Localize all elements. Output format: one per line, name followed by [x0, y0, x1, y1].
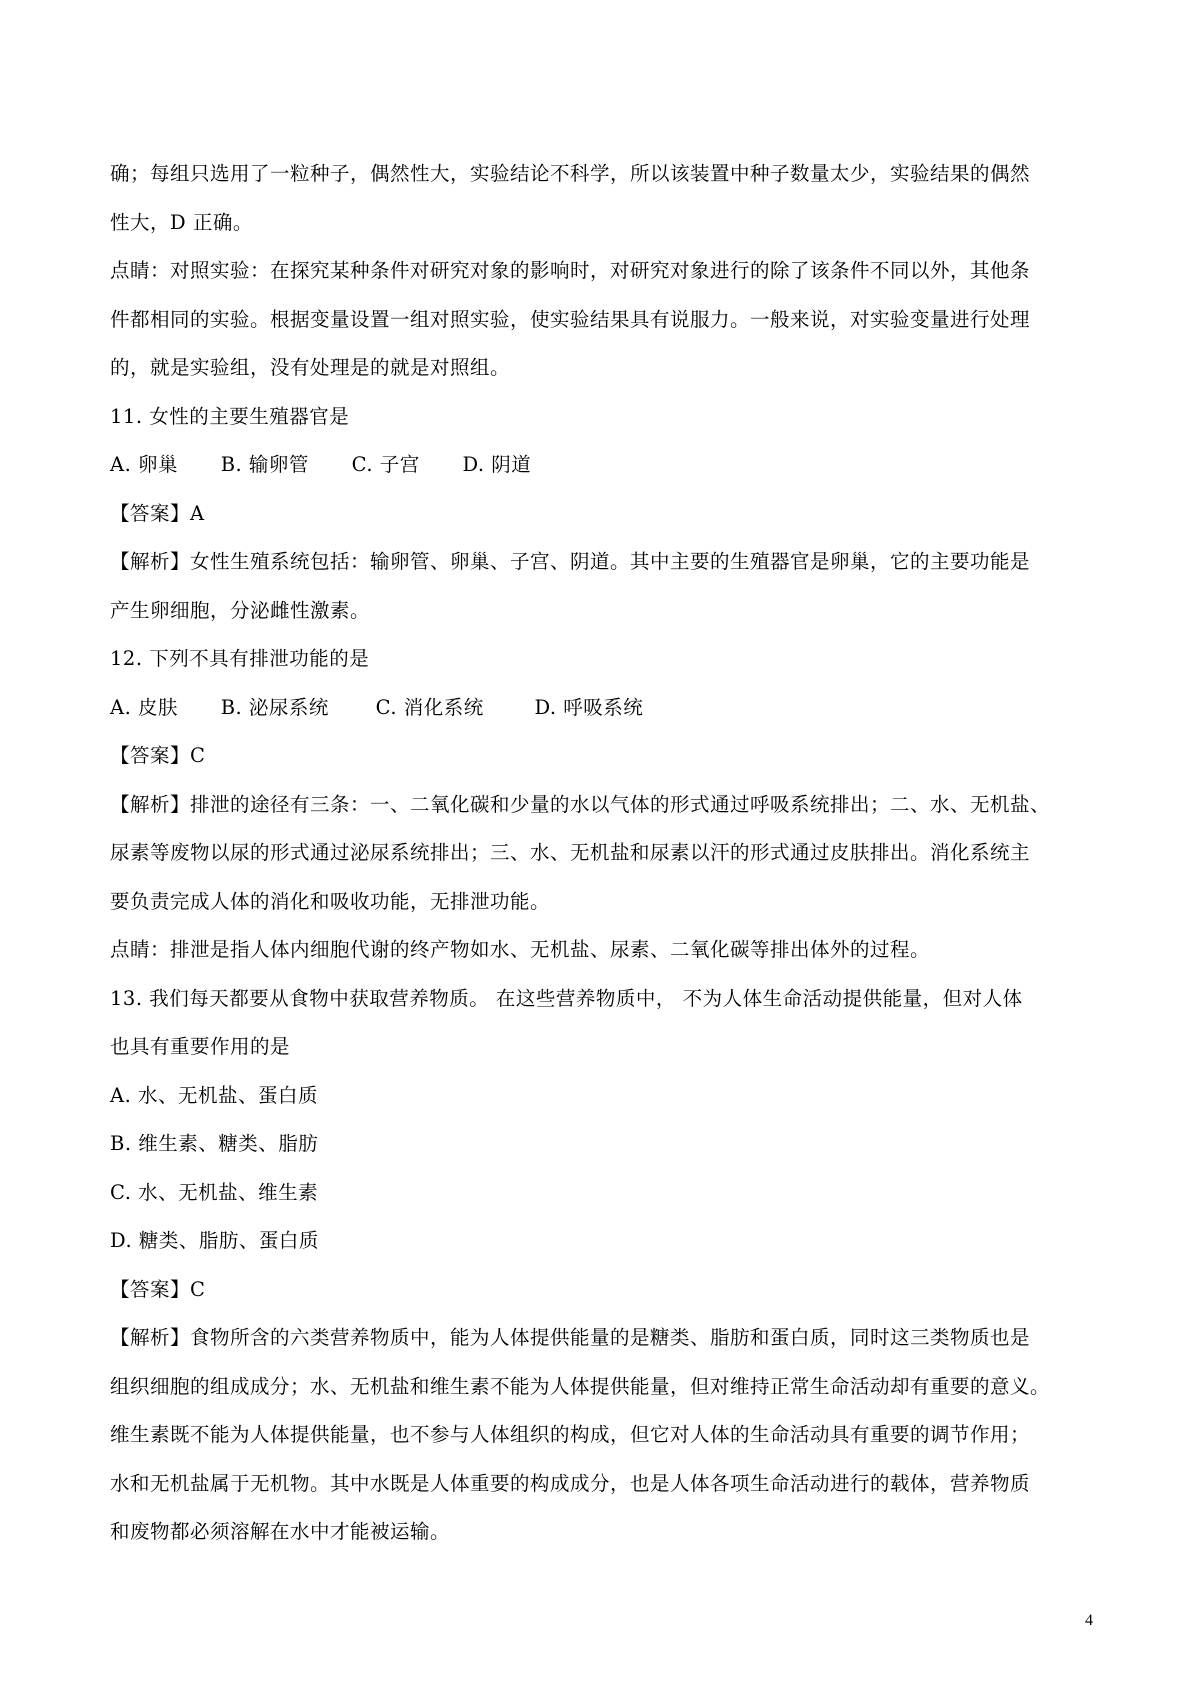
analysis-12: 【解析】排泄的途径有三条：一、二氧化碳和少量的水以气体的形式通过呼吸系统排出；二、水、无机盐、	[110, 792, 1051, 816]
text-line: 也具有重要作用的是	[110, 1035, 291, 1058]
text-line: 要负责完成人体的消化和吸收功能，无排泄功能。	[110, 889, 551, 913]
tip-12: 点睛：排泄是指人体内细胞代谢的终产物如水、无机盐、尿素、二氧化碳等排出体外的过程。	[110, 938, 931, 961]
text-line: 维生素既不能为人体提供能量，也不参与人体组织的构成，但它对人体的生命活动具有重要的调节作用；	[110, 1423, 1031, 1446]
text-line: 件都相同的实验。根据变量设置一组对照实验，使实验结果具有说服力。一般来说，对实验变量进行处理	[110, 307, 1031, 331]
analysis-11: 【解析】女性生殖系统包括：输卵管、卵巢、子宫、阴道。其中主要的生殖器官是卵巢，它的主要功能是	[110, 550, 1031, 573]
question-12: 12. 下列不具有排泄功能的是	[110, 647, 370, 670]
text-line: 水和无机盐属于无机物。其中水既是人体重要的构成成分，也是人体各项生命活动进行的载体，营养物质	[110, 1471, 1031, 1495]
option-a: A. 卵巢	[110, 453, 178, 476]
answer-13: 【答案】C	[110, 1277, 206, 1301]
text-line: 产生卵细胞，分泌雌性激素。	[110, 598, 371, 622]
option-c: C. 子宫	[351, 453, 420, 476]
text-line: 尿素等废物以尿的形式通过泌尿系统排出；三、水、无机盐和尿素以汗的形式通过皮肤排出。消化系统主	[110, 841, 1031, 864]
page-number: 4	[1085, 1612, 1093, 1629]
question-11-options	[110, 441, 1100, 490]
answer-12: 【答案】C	[110, 744, 206, 767]
text-line: 点睛：对照实验：在探究某种条件对研究对象的影响时，对研究对象进行的除了该条件不同以外，其他条	[110, 259, 1031, 282]
question-12-options	[110, 684, 1100, 733]
text-line: 的，就是实验组，没有处理是的就是对照组。	[110, 356, 511, 379]
option-b: B. 泌尿系统	[220, 695, 329, 719]
text-line: 确；每组只选用了一粒种子，偶然性大，实验结论不科学，所以该装置中种子数量太少，实验结果的偶然	[110, 162, 1031, 185]
analysis-13: 【解析】食物所含的六类营养物质中，能为人体提供能量的是糖类、脂肪和蛋白质，同时这三类物质也是	[110, 1326, 1031, 1349]
text-line: 和废物都必须溶解在水中才能被运输。	[110, 1520, 451, 1543]
question-11: 11. 女性的主要生殖器官是	[110, 404, 350, 428]
option-d: D. 糖类、脂肪、蛋白质	[110, 1229, 319, 1252]
question-13: 13. 我们每天都要从食物中获取营养物质。 在这些营养物质中， 不为人体生命活动提供能量，但对人体	[110, 986, 1023, 1010]
option-c: C. 消化系统	[375, 695, 484, 719]
option-d: D. 呼吸系统	[534, 695, 644, 719]
option-b: B. 输卵管	[220, 453, 309, 476]
option-a: A. 水、无机盐、蛋白质	[110, 1083, 318, 1107]
answer-11: 【答案】A	[110, 501, 205, 525]
text-line: 性大，D 正确。	[110, 210, 253, 234]
option-d: D. 阴道	[462, 453, 532, 476]
option-a: A. 皮肤	[110, 695, 178, 719]
document-body	[110, 150, 1100, 1557]
option-c: C. 水、无机盐、维生素	[110, 1180, 319, 1204]
text-line: 组织细胞的组成成分；水、无机盐和维生素不能为人体提供能量，但对维持正常生命活动却有重要的意义。	[110, 1374, 1051, 1398]
option-b: B. 维生素、糖类、脂肪	[110, 1132, 319, 1155]
